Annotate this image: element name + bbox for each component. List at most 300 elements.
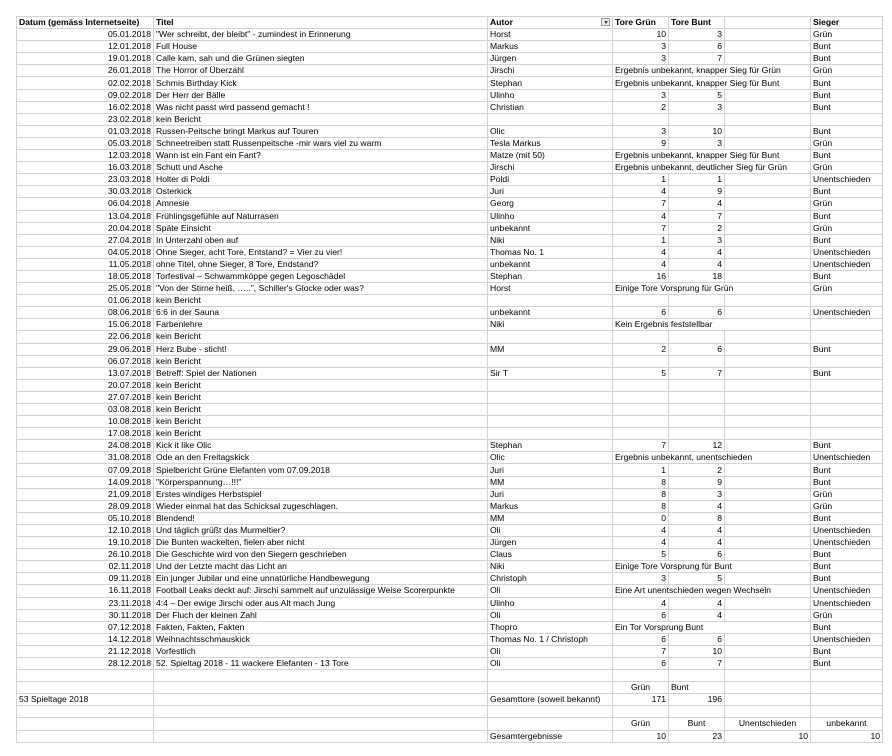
cell-date[interactable]: 09.11.2018 — [17, 573, 154, 585]
cell-title[interactable]: kein Bericht — [154, 416, 488, 428]
cell-result-note[interactable]: Kein Ergebnis feststellbar — [613, 319, 811, 331]
cell-date[interactable]: 26.01.2018 — [17, 65, 154, 77]
cell-author[interactable]: Thopro — [488, 621, 613, 633]
cell-date[interactable]: 24.08.2018 — [17, 440, 154, 452]
cell-date[interactable]: 12.01.2018 — [17, 41, 154, 53]
cell-author[interactable]: Ulinho — [488, 597, 613, 609]
cell-date[interactable]: 20.04.2018 — [17, 222, 154, 234]
cell-goals-green[interactable]: 10 — [613, 29, 669, 41]
cell-author[interactable]: MM — [488, 476, 613, 488]
cell-blank[interactable] — [725, 488, 811, 500]
cell-date[interactable]: 21.09.2018 — [17, 488, 154, 500]
cell-author[interactable]: Olic — [488, 125, 613, 137]
cell-date[interactable]: 17.08.2018 — [17, 428, 154, 440]
cell-date[interactable]: 19.01.2018 — [17, 53, 154, 65]
cell-title[interactable]: Vorfestlich — [154, 645, 488, 657]
cell-title[interactable]: Calle kam, sah und die Grünen siegten — [154, 53, 488, 65]
cell-title[interactable]: kein Bericht — [154, 428, 488, 440]
cell-winner[interactable]: Grün — [811, 65, 883, 77]
cell-title[interactable]: 6:6 in der Sauna — [154, 307, 488, 319]
cell-goals-green[interactable]: 3 — [613, 53, 669, 65]
cell-author[interactable]: Oli — [488, 609, 613, 621]
cell-title[interactable]: Blendend! — [154, 512, 488, 524]
cell-goals-colored[interactable] — [669, 355, 725, 367]
cell-date[interactable]: 13.04.2018 — [17, 210, 154, 222]
cell-author[interactable]: Sir T — [488, 367, 613, 379]
cell-goals-colored[interactable]: 4 — [669, 500, 725, 512]
cell-winner[interactable] — [811, 416, 883, 428]
cell-blank[interactable] — [725, 549, 811, 561]
cell-blank[interactable] — [725, 428, 811, 440]
cell-author[interactable]: Jirschi — [488, 162, 613, 174]
cell-winner[interactable]: Bunt — [811, 512, 883, 524]
cell-title[interactable]: Torfestival – Schwammköppe gegen Legoschädel — [154, 270, 488, 282]
cell-result-note[interactable]: Ergebnis unbekannt, unentschieden — [613, 452, 811, 464]
cell-date[interactable]: 06.07.2018 — [17, 355, 154, 367]
cell-goals-green[interactable] — [613, 404, 669, 416]
cell-blank[interactable] — [725, 186, 811, 198]
cell-blank[interactable] — [725, 476, 811, 488]
cell-title[interactable]: Und der Letzte macht das Licht an — [154, 561, 488, 573]
cell-author[interactable]: Niki — [488, 319, 613, 331]
cell-blank[interactable] — [725, 537, 811, 549]
cell-goals-colored[interactable]: 3 — [669, 234, 725, 246]
cell-date[interactable]: 21.12.2018 — [17, 645, 154, 657]
cell-date[interactable]: 14.12.2018 — [17, 633, 154, 645]
cell-goals-colored[interactable] — [669, 428, 725, 440]
cell-winner[interactable]: Grün — [811, 162, 883, 174]
cell-blank[interactable] — [725, 246, 811, 258]
cell-author[interactable]: Niki — [488, 561, 613, 573]
cell-winner[interactable]: Bunt — [811, 476, 883, 488]
cell-winner[interactable]: Unentschieden — [811, 585, 883, 597]
cell-winner[interactable]: Unentschieden — [811, 246, 883, 258]
cell-date[interactable]: 07.12.2018 — [17, 621, 154, 633]
cell-date[interactable]: 01.03.2018 — [17, 125, 154, 137]
cell-author[interactable] — [488, 295, 613, 307]
cell-date[interactable]: 25.05.2018 — [17, 283, 154, 295]
cell-goals-green[interactable]: 6 — [613, 609, 669, 621]
cell-goals-colored[interactable]: 1 — [669, 174, 725, 186]
cell-blank[interactable] — [725, 573, 811, 585]
cell-date[interactable]: 30.11.2018 — [17, 609, 154, 621]
cell-goals-colored[interactable]: 6 — [669, 307, 725, 319]
cell-goals-green[interactable] — [613, 355, 669, 367]
cell-date[interactable]: 11.05.2018 — [17, 258, 154, 270]
cell-winner[interactable]: Bunt — [811, 41, 883, 53]
cell-date[interactable]: 26.10.2018 — [17, 549, 154, 561]
cell-winner[interactable]: Bunt — [811, 549, 883, 561]
cell-winner[interactable]: Bunt — [811, 343, 883, 355]
cell-goals-green[interactable]: 7 — [613, 645, 669, 657]
cell-goals-colored[interactable]: 7 — [669, 53, 725, 65]
cell-author[interactable]: Juri — [488, 488, 613, 500]
cell-blank[interactable] — [725, 367, 811, 379]
cell-title[interactable]: Frühlingsgefühle auf Naturrasen — [154, 210, 488, 222]
cell-goals-colored[interactable] — [669, 404, 725, 416]
cell-author[interactable]: Jürgen — [488, 537, 613, 549]
cell-date[interactable]: 06.04.2018 — [17, 198, 154, 210]
cell-goals-green[interactable]: 4 — [613, 186, 669, 198]
cell-title[interactable]: Herz Bube - sticht! — [154, 343, 488, 355]
cell-author[interactable]: Markus — [488, 500, 613, 512]
cell-goals-colored[interactable]: 3 — [669, 488, 725, 500]
cell-goals-colored[interactable]: 3 — [669, 29, 725, 41]
cell-goals-colored[interactable]: 4 — [669, 258, 725, 270]
cell-goals-colored[interactable]: 7 — [669, 210, 725, 222]
cell-title[interactable]: Die Geschichte wird von den Siegern geschrieben — [154, 549, 488, 561]
cell-date[interactable]: 22.06.2018 — [17, 331, 154, 343]
cell-date[interactable]: 03.08.2018 — [17, 404, 154, 416]
cell-date[interactable]: 29.06.2018 — [17, 343, 154, 355]
cell-author[interactable] — [488, 391, 613, 403]
cell-goals-colored[interactable]: 9 — [669, 476, 725, 488]
cell-author[interactable]: MM — [488, 512, 613, 524]
cell-goals-green[interactable]: 4 — [613, 524, 669, 536]
cell-date[interactable]: 15.06.2018 — [17, 319, 154, 331]
cell-goals-colored[interactable] — [669, 416, 725, 428]
cell-goals-green[interactable]: 1 — [613, 464, 669, 476]
cell-winner[interactable] — [811, 428, 883, 440]
cell-goals-colored[interactable] — [669, 295, 725, 307]
cell-goals-green[interactable] — [613, 428, 669, 440]
cell-date[interactable]: 02.02.2018 — [17, 77, 154, 89]
cell-author[interactable] — [488, 416, 613, 428]
cell-goals-green[interactable]: 5 — [613, 549, 669, 561]
cell-goals-colored[interactable]: 4 — [669, 246, 725, 258]
cell-goals-green[interactable] — [613, 331, 669, 343]
cell-goals-green[interactable]: 3 — [613, 89, 669, 101]
cell-title[interactable]: Der Herr der Bälle — [154, 89, 488, 101]
cell-goals-colored[interactable]: 8 — [669, 512, 725, 524]
cell-goals-green[interactable]: 3 — [613, 125, 669, 137]
cell-author[interactable]: Oli — [488, 657, 613, 669]
cell-goals-green[interactable]: 3 — [613, 573, 669, 585]
cell-result-note[interactable]: Einige Tore Vorsprung für Bunt — [613, 561, 811, 573]
cell-goals-colored[interactable]: 6 — [669, 41, 725, 53]
cell-goals-colored[interactable]: 6 — [669, 549, 725, 561]
cell-date[interactable]: 23.11.2018 — [17, 597, 154, 609]
cell-date[interactable]: 10.08.2018 — [17, 416, 154, 428]
cell-author[interactable]: Claus — [488, 549, 613, 561]
cell-goals-green[interactable]: 16 — [613, 270, 669, 282]
cell-author[interactable]: Juri — [488, 464, 613, 476]
cell-blank[interactable] — [725, 307, 811, 319]
cell-author[interactable]: MM — [488, 343, 613, 355]
cell-blank[interactable] — [725, 137, 811, 149]
cell-blank[interactable] — [725, 210, 811, 222]
cell-title[interactable]: Wann ist ein Fant ein Fant? — [154, 150, 488, 162]
cell-author[interactable]: Poldi — [488, 174, 613, 186]
cell-winner[interactable]: Grün — [811, 222, 883, 234]
cell-blank[interactable] — [725, 258, 811, 270]
cell-winner[interactable]: Bunt — [811, 89, 883, 101]
cell-author[interactable]: Christian — [488, 101, 613, 113]
cell-author[interactable]: Oli — [488, 645, 613, 657]
cell-winner[interactable]: Grün — [811, 137, 883, 149]
cell-goals-green[interactable]: 7 — [613, 440, 669, 452]
cell-title[interactable]: "Körperspannung…!!!" — [154, 476, 488, 488]
cell-winner[interactable]: Grün — [811, 609, 883, 621]
cell-goals-green[interactable]: 6 — [613, 307, 669, 319]
cell-goals-colored[interactable]: 4 — [669, 524, 725, 536]
cell-blank[interactable] — [725, 343, 811, 355]
cell-title[interactable]: Was nicht passt wird passend gemacht ! — [154, 101, 488, 113]
cell-goals-green[interactable] — [613, 379, 669, 391]
cell-blank[interactable] — [725, 404, 811, 416]
cell-date[interactable]: 07.09.2018 — [17, 464, 154, 476]
cell-author[interactable]: Oli — [488, 524, 613, 536]
cell-author[interactable] — [488, 355, 613, 367]
cell-blank[interactable] — [725, 645, 811, 657]
cell-blank[interactable] — [725, 270, 811, 282]
cell-author[interactable]: Horst — [488, 29, 613, 41]
cell-goals-green[interactable]: 5 — [613, 367, 669, 379]
cell-title[interactable]: Und täglich grüßt das Murmeltier? — [154, 524, 488, 536]
cell-author[interactable]: Christoph — [488, 573, 613, 585]
cell-blank[interactable] — [725, 512, 811, 524]
cell-title[interactable]: kein Bericht — [154, 355, 488, 367]
cell-date[interactable]: 27.04.2018 — [17, 234, 154, 246]
cell-goals-colored[interactable]: 7 — [669, 657, 725, 669]
cell-title[interactable]: Osterkick — [154, 186, 488, 198]
cell-author[interactable] — [488, 404, 613, 416]
cell-winner[interactable]: Grün — [811, 29, 883, 41]
cell-result-note[interactable]: Ergebnis unbekannt, knapper Sieg für Grün — [613, 65, 811, 77]
cell-author[interactable]: Ulinho — [488, 89, 613, 101]
cell-goals-green[interactable]: 8 — [613, 476, 669, 488]
cell-goals-colored[interactable]: 2 — [669, 222, 725, 234]
cell-winner[interactable]: Bunt — [811, 440, 883, 452]
cell-title[interactable]: In Unterzahl oben auf — [154, 234, 488, 246]
cell-blank[interactable] — [725, 416, 811, 428]
cell-goals-green[interactable]: 8 — [613, 488, 669, 500]
cell-winner[interactable]: Unentschieden — [811, 307, 883, 319]
cell-author[interactable] — [488, 379, 613, 391]
cell-goals-colored[interactable]: 6 — [669, 633, 725, 645]
cell-winner[interactable] — [811, 404, 883, 416]
cell-goals-green[interactable]: 4 — [613, 258, 669, 270]
cell-result-note[interactable]: Eine Art unentschieden wegen Wechseln — [613, 585, 811, 597]
cell-author[interactable]: unbekannt — [488, 258, 613, 270]
cell-title[interactable]: kein Bericht — [154, 113, 488, 125]
cell-goals-colored[interactable]: 7 — [669, 367, 725, 379]
cell-winner[interactable] — [811, 295, 883, 307]
cell-author[interactable]: Thomas No. 1 — [488, 246, 613, 258]
cell-goals-colored[interactable]: 10 — [669, 125, 725, 137]
cell-goals-colored[interactable]: 4 — [669, 537, 725, 549]
cell-blank[interactable] — [725, 234, 811, 246]
cell-goals-colored[interactable]: 3 — [669, 101, 725, 113]
cell-author[interactable] — [488, 113, 613, 125]
cell-date[interactable]: 16.02.2018 — [17, 101, 154, 113]
cell-author[interactable]: Oli — [488, 585, 613, 597]
cell-date[interactable]: 13.07.2018 — [17, 367, 154, 379]
cell-title[interactable]: Die Bunten wackelten, fielen aber nicht — [154, 537, 488, 549]
cell-date[interactable]: 30.03.2018 — [17, 186, 154, 198]
cell-title[interactable]: Wieder einmal hat das Schicksal zugeschlagen. — [154, 500, 488, 512]
cell-winner[interactable]: Unentschieden — [811, 174, 883, 186]
cell-goals-colored[interactable]: 18 — [669, 270, 725, 282]
cell-author[interactable]: Markus — [488, 41, 613, 53]
cell-blank[interactable] — [725, 41, 811, 53]
cell-goals-green[interactable]: 3 — [613, 41, 669, 53]
cell-winner[interactable] — [811, 113, 883, 125]
cell-author[interactable]: Ulinho — [488, 210, 613, 222]
cell-goals-colored[interactable] — [669, 331, 725, 343]
cell-title[interactable]: Ein junger Jubilar und eine unnatürliche Handbewegung — [154, 573, 488, 585]
cell-winner[interactable]: Bunt — [811, 270, 883, 282]
cell-title[interactable]: Spielbericht Grüne Elefanten vom 07.09.2018 — [154, 464, 488, 476]
cell-winner[interactable]: Bunt — [811, 367, 883, 379]
cell-blank[interactable] — [725, 29, 811, 41]
cell-goals-green[interactable]: 7 — [613, 198, 669, 210]
cell-title[interactable]: 52. Spieltag 2018 - 11 wackere Elefanten - 13 Tore — [154, 657, 488, 669]
cell-winner[interactable]: Bunt — [811, 621, 883, 633]
cell-goals-green[interactable]: 6 — [613, 633, 669, 645]
cell-title[interactable]: 4:4 – Der ewige Jirschi oder aus Alt mach Jung — [154, 597, 488, 609]
cell-title[interactable]: kein Bericht — [154, 404, 488, 416]
cell-blank[interactable] — [725, 174, 811, 186]
cell-winner[interactable]: Bunt — [811, 464, 883, 476]
cell-date[interactable]: 01.06.2018 — [17, 295, 154, 307]
cell-author[interactable]: Jürgen — [488, 53, 613, 65]
cell-winner[interactable]: Bunt — [811, 645, 883, 657]
cell-goals-green[interactable]: 4 — [613, 537, 669, 549]
cell-goals-colored[interactable]: 10 — [669, 645, 725, 657]
cell-author[interactable] — [488, 428, 613, 440]
cell-title[interactable]: kein Bericht — [154, 391, 488, 403]
cell-winner[interactable]: Bunt — [811, 561, 883, 573]
filter-dropdown-icon[interactable] — [601, 18, 610, 26]
cell-winner[interactable]: Unentschieden — [811, 633, 883, 645]
cell-result-note[interactable]: Ergebnis unbekannt, knapper Sieg für Bunt — [613, 77, 811, 89]
cell-goals-green[interactable]: 2 — [613, 101, 669, 113]
cell-title[interactable]: Kick it like Olic — [154, 440, 488, 452]
cell-winner[interactable]: Unentschieden — [811, 258, 883, 270]
cell-goals-colored[interactable] — [669, 379, 725, 391]
cell-date[interactable]: 20.07.2018 — [17, 379, 154, 391]
cell-blank[interactable] — [725, 391, 811, 403]
cell-blank[interactable] — [725, 657, 811, 669]
cell-goals-colored[interactable]: 12 — [669, 440, 725, 452]
cell-date[interactable]: 05.10.2018 — [17, 512, 154, 524]
cell-winner[interactable]: Grün — [811, 500, 883, 512]
cell-result-note[interactable]: Ergebnis unbekannt, knapper Sieg für Bunt — [613, 150, 811, 162]
cell-blank[interactable] — [725, 500, 811, 512]
cell-date[interactable]: 12.10.2018 — [17, 524, 154, 536]
cell-goals-colored[interactable]: 9 — [669, 186, 725, 198]
cell-author[interactable]: Juri — [488, 186, 613, 198]
cell-date[interactable]: 09.02.2018 — [17, 89, 154, 101]
cell-title[interactable]: The Horror of Überzahl — [154, 65, 488, 77]
cell-goals-colored[interactable]: 4 — [669, 609, 725, 621]
cell-goals-green[interactable] — [613, 416, 669, 428]
cell-title[interactable]: Weihnachtsschmauskick — [154, 633, 488, 645]
cell-winner[interactable]: Grün — [811, 198, 883, 210]
cell-result-note[interactable]: Einige Tore Vorsprung für Grün — [613, 283, 811, 295]
cell-title[interactable]: Farbenlehre — [154, 319, 488, 331]
cell-goals-green[interactable]: 1 — [613, 174, 669, 186]
cell-winner[interactable]: Bunt — [811, 657, 883, 669]
cell-winner[interactable]: Unentschieden — [811, 597, 883, 609]
cell-winner[interactable] — [811, 391, 883, 403]
cell-author[interactable]: Stephan — [488, 77, 613, 89]
cell-winner[interactable]: Bunt — [811, 573, 883, 585]
cell-goals-green[interactable]: 6 — [613, 657, 669, 669]
cell-title[interactable]: kein Bericht — [154, 295, 488, 307]
cell-goals-colored[interactable] — [669, 113, 725, 125]
cell-title[interactable]: Schmis Birthday Kick — [154, 77, 488, 89]
cell-winner[interactable] — [811, 331, 883, 343]
cell-date[interactable]: 04.05.2018 — [17, 246, 154, 258]
cell-author[interactable]: Matze (mit 50) — [488, 150, 613, 162]
cell-goals-colored[interactable]: 5 — [669, 573, 725, 585]
cell-title[interactable]: Betreff: Spiel der Nationen — [154, 367, 488, 379]
cell-winner[interactable] — [811, 319, 883, 331]
cell-title[interactable]: Amnesie — [154, 198, 488, 210]
cell-winner[interactable]: Bunt — [811, 101, 883, 113]
cell-author[interactable]: Tesla Markus — [488, 137, 613, 149]
cell-date[interactable]: 12.03.2018 — [17, 150, 154, 162]
cell-goals-colored[interactable] — [669, 391, 725, 403]
cell-goals-green[interactable]: 7 — [613, 222, 669, 234]
cell-date[interactable]: 27.07.2018 — [17, 391, 154, 403]
cell-date[interactable]: 28.09.2018 — [17, 500, 154, 512]
cell-title[interactable]: "Wer schreibt, der bleibt" - zumindest in Erinnerung — [154, 29, 488, 41]
cell-title[interactable]: Schneetreiben statt Russenpeitsche -mir wars viel zu warm — [154, 137, 488, 149]
cell-title[interactable]: ohne Titel, ohne Sieger, 8 Tore, Endstand? — [154, 258, 488, 270]
cell-goals-green[interactable]: 8 — [613, 500, 669, 512]
cell-blank[interactable] — [725, 222, 811, 234]
cell-author[interactable]: Olic — [488, 452, 613, 464]
cell-title[interactable]: Full House — [154, 41, 488, 53]
cell-goals-colored[interactable]: 5 — [669, 89, 725, 101]
cell-blank[interactable] — [725, 101, 811, 113]
cell-title[interactable]: "Von der Stirne heiß, …..", Schiller's Glocke oder was? — [154, 283, 488, 295]
cell-date[interactable]: 23.02.2018 — [17, 113, 154, 125]
cell-blank[interactable] — [725, 355, 811, 367]
cell-blank[interactable] — [725, 464, 811, 476]
cell-date[interactable]: 05.01.2018 — [17, 29, 154, 41]
cell-title[interactable]: Schutt und Asche — [154, 162, 488, 174]
cell-goals-colored[interactable]: 4 — [669, 597, 725, 609]
cell-winner[interactable]: Grün — [811, 488, 883, 500]
cell-date[interactable]: 16.11.2018 — [17, 585, 154, 597]
cell-title[interactable]: Holter di Poldi — [154, 174, 488, 186]
cell-winner[interactable]: Bunt — [811, 234, 883, 246]
cell-winner[interactable]: Grün — [811, 283, 883, 295]
cell-title[interactable]: Ohne Sieger, acht Tore, Entstand? = Vier zu vier! — [154, 246, 488, 258]
cell-title[interactable]: Ode an den Freitagskick — [154, 452, 488, 464]
cell-goals-green[interactable] — [613, 295, 669, 307]
cell-author[interactable] — [488, 331, 613, 343]
cell-title[interactable]: Football Leaks deckt auf: Jirschi sammelt auf unzulässige Weise Scorerpunkte — [154, 585, 488, 597]
cell-blank[interactable] — [725, 198, 811, 210]
cell-winner[interactable] — [811, 355, 883, 367]
cell-result-note[interactable]: Ein Tor Vorsprung Bunt — [613, 621, 811, 633]
cell-winner[interactable]: Bunt — [811, 77, 883, 89]
cell-title[interactable]: Russen-Peitsche bringt Markus auf Touren — [154, 125, 488, 137]
cell-goals-green[interactable]: 4 — [613, 597, 669, 609]
cell-date[interactable]: 16.03.2018 — [17, 162, 154, 174]
cell-blank[interactable] — [725, 379, 811, 391]
cell-date[interactable]: 05.03.2018 — [17, 137, 154, 149]
cell-winner[interactable]: Bunt — [811, 210, 883, 222]
cell-blank[interactable] — [725, 597, 811, 609]
cell-author[interactable]: Jirschi — [488, 65, 613, 77]
cell-blank[interactable] — [725, 331, 811, 343]
